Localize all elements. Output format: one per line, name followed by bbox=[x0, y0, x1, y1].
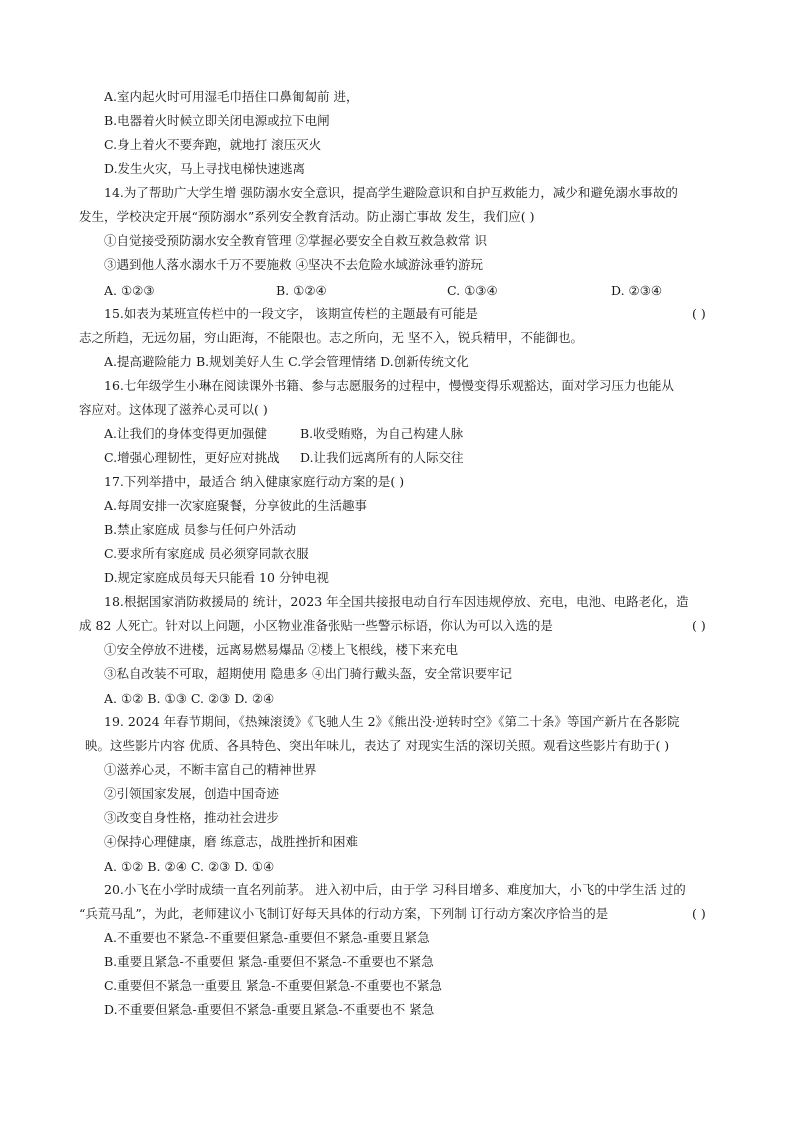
q15-answer-bracket: ( ) bbox=[692, 306, 706, 321]
q20-stem-line2: “兵荒马乱”，为此，老师建议小飞制订好每天具体的行动方案，下列制 订行动方案次序恰当的是 bbox=[79, 906, 609, 921]
q17-option-b: B.禁止家庭成 员参与任何户外活动 bbox=[104, 522, 297, 537]
q20-answer-bracket: ( ) bbox=[692, 906, 706, 921]
q15-options: A.提高避险能力 B.规划美好人生 C.学会管理情绪 D.创新传统文化 bbox=[104, 354, 469, 369]
q15-quote: 志之所趋，无远勿届，穷山距海，不能限也。志之所向，无 坚不入，锐兵精甲，不能御也。 bbox=[79, 330, 583, 345]
q14-item-line2: ③遇到他人落水溺水千万不要施救 ④坚决不去危险水域游泳垂钓游玩 bbox=[104, 257, 483, 272]
q18-item-line1: ①安全停放不进楼，远离易燃易爆品 ②楼上飞根线，楼下来充电 bbox=[104, 642, 458, 657]
q14-stem-line1: 14.为了帮助广大学生增 强防溺水安全意识，提高学生避险意识和自护互救能力，减少和避免溺水事故的 bbox=[104, 185, 678, 200]
q16-option-c: C.增强心理韧性，更好应对挑战 bbox=[104, 450, 280, 465]
q13-option-d: D.发生火灾，马上寻找电梯快速逃离 bbox=[104, 161, 306, 176]
q18-options: A. ①② B. ①③ C. ②③ D. ②④ bbox=[104, 691, 275, 706]
q18-stem-line2: 成 82 人死亡。针对以上问题，小区物业准备张贴一些警示标语，你认为可以入选的是 bbox=[79, 618, 553, 633]
q17-stem: 17.下列举措中，最适合 纳入健康家庭行动方案的是( ) bbox=[104, 474, 405, 489]
q18-stem-line1: 18.根据国家消防救援局的 统计，2023 年全国共接报电动自行车因违规停放、充电，电池、电路老化，造 bbox=[104, 594, 689, 609]
q19-item2: ②引领国家发展，创造中国奇迹 bbox=[104, 786, 280, 801]
q20-option-b: B.重要且紧急-不重要但 紧急-重要但不紧急-不重要也不紧急 bbox=[104, 954, 434, 969]
q20-option-c: C.重要但不紧急一重要且 紧急-不重要但紧急-不重要也不紧急 bbox=[104, 978, 443, 993]
q19-options: A. ①② B. ②④ C. ②③ D. ①④ bbox=[104, 859, 275, 874]
q17-option-c: C.要求所有家庭成 员必须穿同款衣服 bbox=[104, 546, 309, 561]
q14-item-line1: ①自觉接受预防溺水安全教育管理 ②掌握必要安全自救互救急救常 识 bbox=[104, 233, 487, 248]
q19-item3: ③改变自身性格，推动社会进步 bbox=[104, 810, 280, 825]
q14-stem-line2: 发生，学校决定开展“预防溺水”系列安全教育活动。防止溺亡事故 发生，我们应( ) bbox=[79, 209, 535, 224]
q19-item4: ④保持心理健康，磨 练意志，战胜挫折和困难 bbox=[104, 834, 358, 849]
q14-option-b: B. ①②④ bbox=[276, 283, 327, 298]
q19-item1: ①滋养心灵，不断丰富自己的精神世界 bbox=[104, 762, 317, 777]
q18-answer-bracket: ( ) bbox=[692, 618, 706, 633]
q14-option-d: D. ②③④ bbox=[611, 283, 663, 298]
q16-option-a: A.让我们的身体变得更加强健 bbox=[104, 426, 268, 441]
q20-option-a: A.不重要也不紧急-不重要但紧急-重要但不紧急-重要且紧急 bbox=[104, 930, 430, 945]
q14-option-c: C. ①③④ bbox=[447, 283, 498, 298]
q18-item-line2: ③私自改装不可取，超期使用 隐患多 ④出门骑行戴头盔，安全常识要牢记 bbox=[104, 666, 512, 681]
q13-option-c: C.身上着火不要奔跑，就地打 滚压灭火 bbox=[104, 137, 322, 152]
q14-option-a: A. ①②③ bbox=[104, 283, 155, 298]
q19-stem-line1: 19. 2024 年春节期间，《热辣滚烫》《飞驰人生 2》《熊出没·逆转时空》《第二十条》等国产新片在各影院 bbox=[104, 714, 680, 729]
q16-stem-line2: 容应对。这体现了滋养心灵可以( ) bbox=[79, 402, 268, 417]
q16-option-b: B.收受贿赂，为自己构建人脉 bbox=[300, 426, 464, 441]
q16-option-d: D.让我们远离所有的人际交往 bbox=[300, 450, 464, 465]
q19-stem-line2: 映。这些影片内容 优质、各具特色、突出年味儿，表达了 对现实生活的深切关照。观看这些影片有助于( ) bbox=[85, 738, 670, 753]
q13-option-b: B.电器着火时候立即关闭电源或拉下电闸 bbox=[104, 113, 330, 128]
q13-option-a: A.室内起火时可用湿毛巾捂住口鼻匍匐前 进， bbox=[104, 89, 359, 104]
q17-option-a: A.每周安排一次家庭聚餐，分享彼此的生活趣事 bbox=[104, 498, 368, 513]
q15-stem: 15.如表为某班宣传栏中的一段文字， 该期宣传栏的主题最有可能是 bbox=[104, 306, 478, 321]
q17-option-d: D.规定家庭成员每天只能看 10 分钟电视 bbox=[104, 570, 329, 585]
q20-stem-line1: 20.小飞在小学时成绩一直名列前茅。 进入初中后，由于学 习科目增多、难度加大，小飞的中学生活 过的 bbox=[104, 882, 686, 897]
q16-stem-line1: 16.七年级学生小琳在阅读课外书籍、参与志愿服务的过程中，慢慢变得乐观豁达，面对学习压力也能从 bbox=[104, 378, 674, 393]
q20-option-d: D.不重要但紧急-重要但不紧急-重要且紧急-不重要也不 紧急 bbox=[104, 1002, 435, 1017]
